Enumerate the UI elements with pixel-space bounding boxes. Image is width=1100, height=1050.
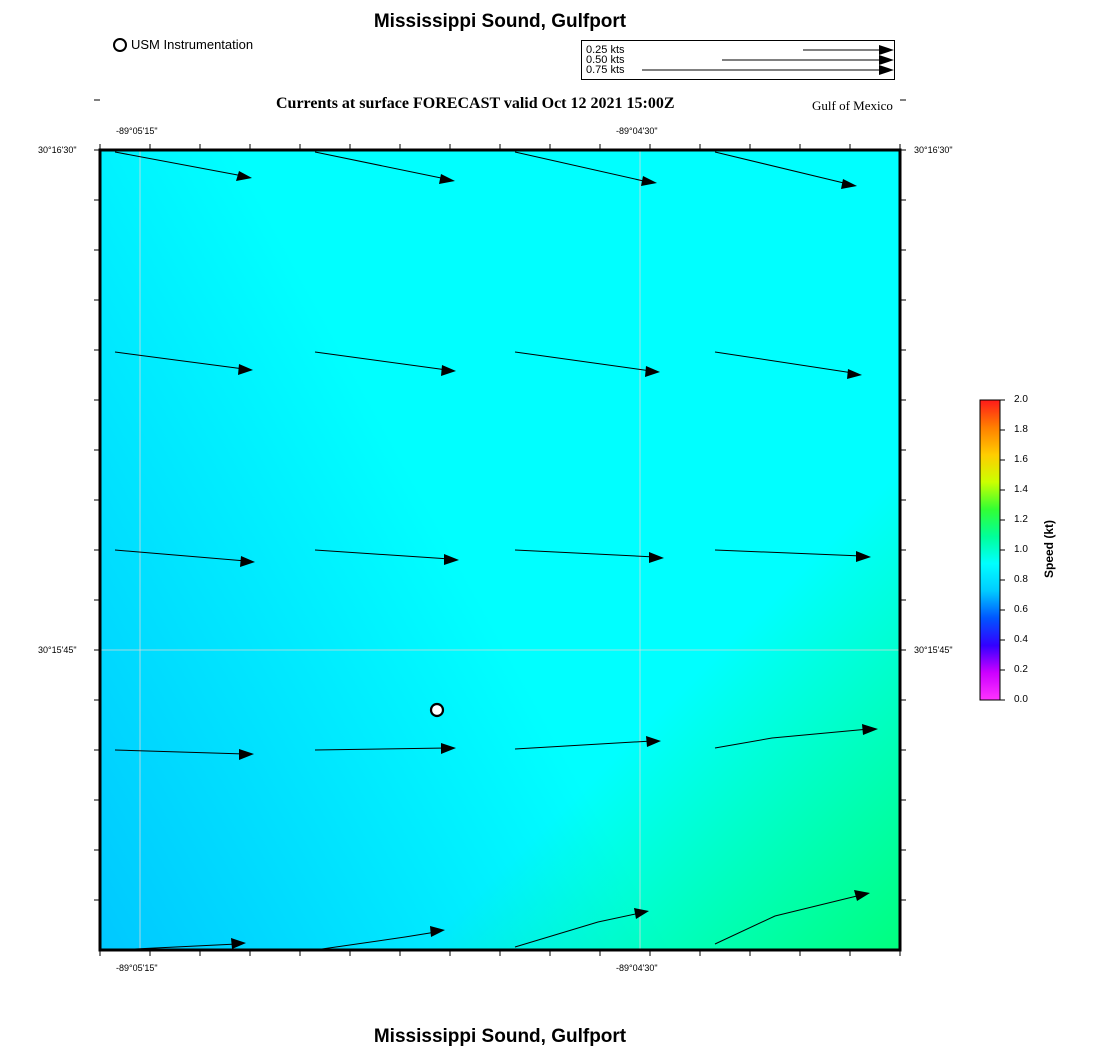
lon-label-top-1: -89°05'15"	[116, 126, 158, 136]
lat-label-left-2: 30°15'45"	[38, 645, 77, 655]
lon-label-top-2: -89°04'30"	[616, 126, 658, 136]
lat-label-right-2: 30°15'45"	[914, 645, 953, 655]
usm-station-marker	[431, 704, 443, 716]
scale-label-075: 0.75 kts	[586, 64, 625, 76]
colorbar-tick-label: 1.4	[1014, 484, 1028, 495]
colorbar-ramp	[980, 400, 1000, 700]
colorbar-tick-label: 0.6	[1014, 604, 1028, 615]
colorbar-tick-label: 0.0	[1014, 694, 1028, 705]
scale-label-025: 0.25 kts	[586, 44, 625, 56]
footer-title: Mississippi Sound, Gulfport	[373, 1026, 627, 1047]
colorbar-tick-label: 2.0	[1014, 394, 1028, 405]
map-title: Mississippi Sound, Gulfport	[373, 11, 627, 32]
colorbar-tick-label: 1.0	[1014, 544, 1028, 555]
colorbar-tick-label: 1.8	[1014, 424, 1028, 435]
forecast-subtitle: Currents at surface FORECAST valid Oct 12 2021 15:00Z	[276, 95, 675, 112]
speed-field-overlay	[100, 150, 900, 950]
colorbar-title: Speed (kt)	[1042, 519, 1057, 579]
colorbar-tick-label: 0.8	[1014, 574, 1028, 585]
lon-label-bottom-2: -89°04'30"	[616, 963, 658, 973]
scale-label-050: 0.50 kts	[586, 54, 625, 66]
lat-label-right-1: 30°16'30"	[914, 145, 953, 155]
colorbar-tick-label: 0.4	[1014, 634, 1028, 645]
colorbar-tick-label: 0.2	[1014, 664, 1028, 675]
lon-label-bottom-1: -89°05'15"	[116, 963, 158, 973]
colorbar-tick-label: 1.2	[1014, 514, 1028, 525]
colorbar-tick-label: 1.6	[1014, 454, 1028, 465]
station-legend-label: USM Instrumentation	[131, 37, 254, 52]
region-label: Gulf of Mexico	[812, 98, 893, 113]
lat-label-left-1: 30°16'30"	[38, 145, 77, 155]
